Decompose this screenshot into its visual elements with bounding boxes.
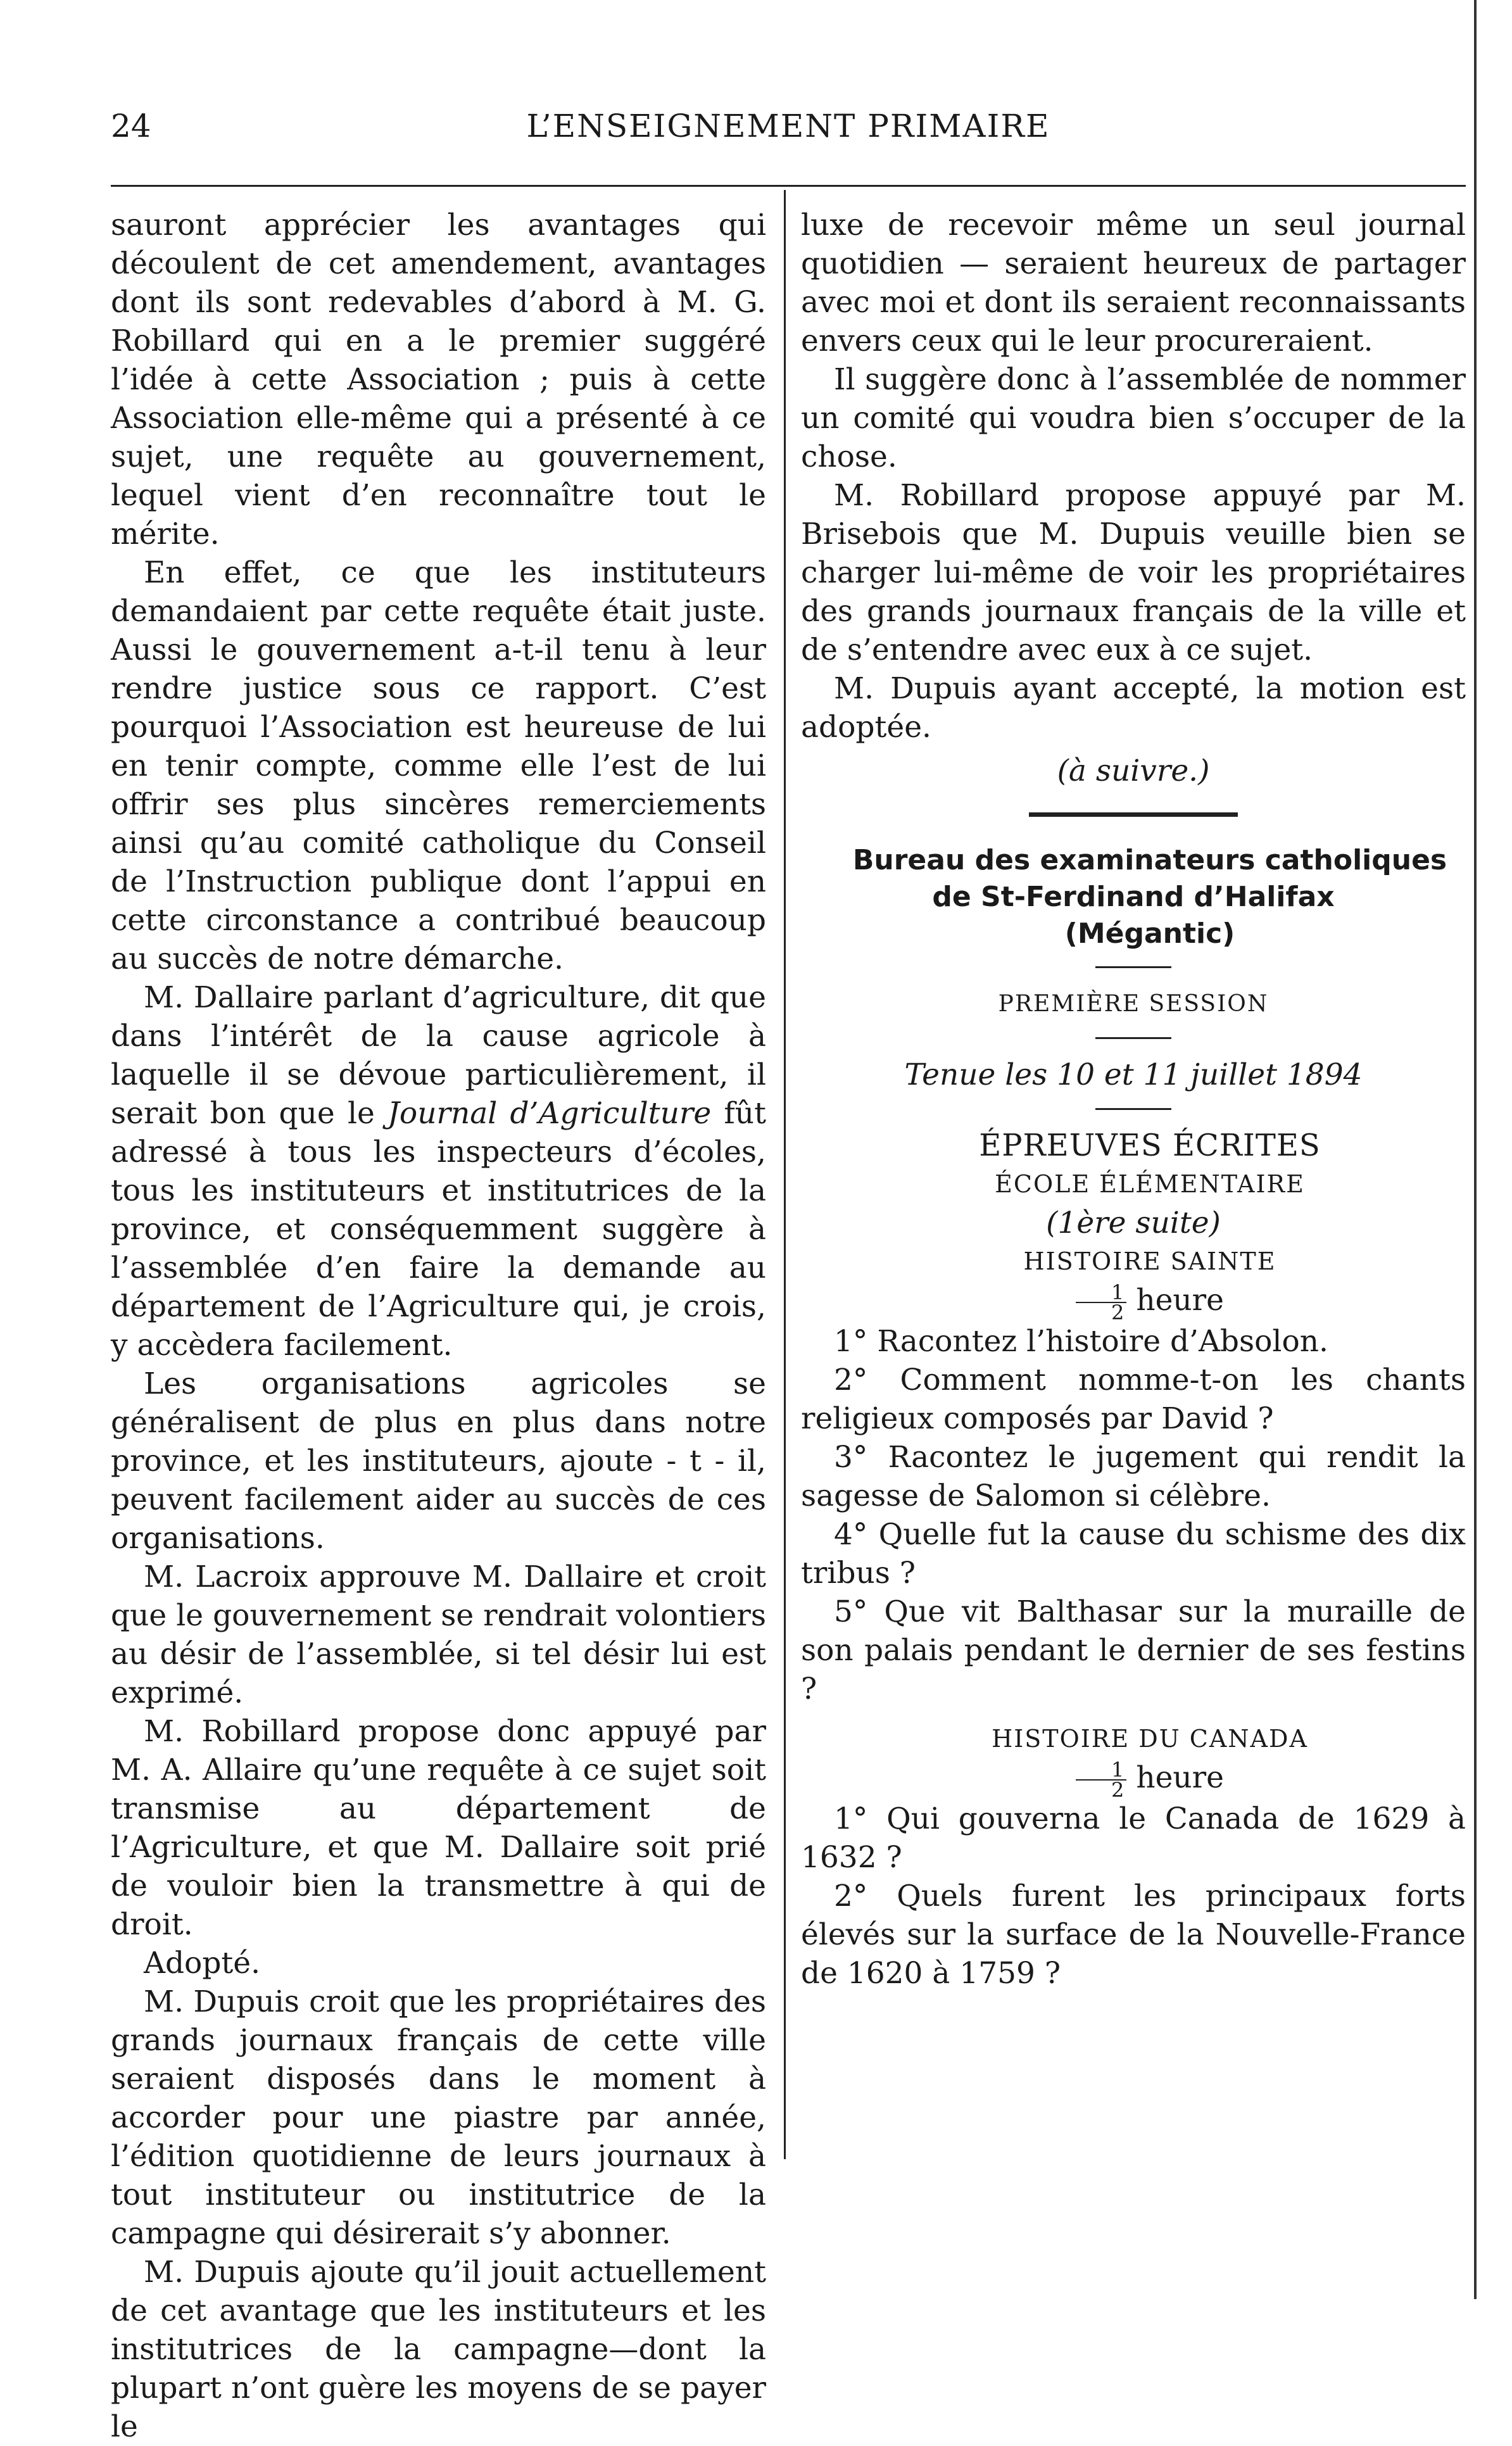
fraction [1076,1760,1126,1800]
bureau-title: Bureau des examinateurs catholiques de St-Ferdinand d’Halifax [852,844,1447,913]
question: 1° Qui gouverna le Canada de 1629 à 1632 ? [801,1801,1466,1875]
paragraph: Il suggère donc à l’assemblée de nommer un comité qui voudra bien s’occuper de la chose. [801,362,1466,474]
paragraph: Les organisations agricoles se généralisent de plus en plus dans notre province, et les instituteurs, ajoute - t - il, peuvent facilement aider au succès de ces organisations. [111,1366,766,1556]
session-dates: Tenue les 10 et 11 juillet 1894 [904,1057,1363,1092]
fraction-numerator: 1 [1076,1283,1126,1303]
exam-title: ÉPREUVES ÉCRITES [979,1128,1321,1163]
subject-title: HISTOIRE DU CANADA [992,1725,1308,1753]
header-rule [111,185,1466,187]
duration [801,1758,1466,1800]
question: 2° Quels furent les principaux forts élevés sur la surface de la Nouvelle-France de 1620 à 1759 ? [801,1879,1466,1991]
duration-unit: heure [1136,1283,1224,1318]
paragraph: En effet, ce que les instituteurs demandaient par cette requête était juste. Aussi le gouvernement a-t-il tenu à leur rendre justice sous ce rapport. C’est pourquoi l’Association est heureuse de lui en tenir compte, comme elle l’est de lui offrir ses plus sincères remerciements ainsi qu’au comité catholique du Conseil de l’Instruction publique dont l’appui en cette circonstance a contribué beaucoup au succès de notre démarche. [111,555,766,976]
left-column [111,206,766,2446]
fraction-denominator: 2 [1111,1301,1125,1325]
fraction-numerator: 1 [1076,1760,1126,1781]
running-title: L’ENSEIGNEMENT PRIMAIRE [526,108,1050,144]
subject-title: HISTOIRE SAINTE [1023,1247,1276,1275]
fraction-denominator: 2 [1111,1778,1125,1802]
paragraph: M. Robillard propose donc appuyé par M. A. Allaire qu’une requête à ce sujet soit transmise au département de l’Agriculture, et que M. Dallaire soit prié de vouloir bien la transmettre à qui de droit. [111,1714,766,1942]
paragraph: M. Robillard propose appuyé par M. Brisebois que M. Dupuis veuille bien se charger lui-même de voir les propriétaires des grands journaux français de la ville et de s’entendre avec eux à ce sujet. [801,478,1466,667]
paragraph: M. Dupuis ajoute qu’il jouit actuellement de cet avantage que les instituteurs et les institutrices de la campagne—dont la plupart n’ont guère les moyens de se payer le [111,2255,766,2444]
duration-unit: heure [1136,1760,1224,1795]
paragraph: sauront apprécier les avantages qui découlent de cet amendement, avantages dont ils sont redevables d’abord à M. G. Robillard qui en a le premier suggéré l’idée à cette Association ; puis à cette Association elle-même qui a présenté à ce sujet, une requête au gouvernement, lequel vient d’en reconnaître tout le mérite. [111,208,766,552]
paragraph: M. Lacroix approuve M. Dallaire et croit que le gouvernement se rendrait volontiers au désir de l’assemblée, si tel désir lui est exprimé. [111,1560,766,1710]
journal-title: Journal d’Agriculture [387,1096,712,1131]
paragraph-text: M. Dallaire parlant d’agriculture, dit que dans l’intérêt de la cause agricole à laquelle il se dévoue particulièrement, il serait bon que le [111,980,766,1131]
page-number: 24 [111,108,151,144]
question: 1° Racontez l’histoire d’Absolon. [834,1324,1328,1359]
question: 5° Que vit Balthasar sur la muraille de son palais pendant le dernier de ses festins ? [801,1594,1466,1706]
fraction [1076,1280,1126,1325]
duration [801,1280,1466,1325]
spacer [801,1708,1466,1720]
page-edge-line [1474,0,1477,2299]
question: 4° Quelle fut la cause du schisme des dix tribus ? [801,1517,1466,1591]
school-level: ÉCOLE ÉLÉMENTAIRE [995,1170,1305,1198]
right-column [801,206,1466,1993]
paragraph: Adopté. [144,1946,261,1981]
bureau-subtitle: (Mégantic) [1064,917,1235,950]
divider [1095,1108,1171,1110]
paragraph-text: fût adressé à tous les inspecteurs d’écoles, tous les instituteurs et institutrices de la province, et conséquemment suggère à l’assemblée d’en faire la demande au département de l’Agriculture qui, je crois, y accèdera facilement. [111,1096,766,1363]
suite-label: (1ère suite) [1046,1206,1221,1240]
ornamental-divider [1029,812,1238,817]
to-be-continued: (à suivre.) [1057,753,1210,788]
question-list [801,1800,1466,1993]
divider [1095,966,1171,968]
question: 2° Comment nomme-t-on les chants religieux composés par David ? [801,1363,1466,1436]
paragraph: luxe de recevoir même un seul journal quotidien — seraient heureux de partager avec moi et dont ils seraient reconnaissants envers ceux qui le leur procureraient. [801,208,1466,358]
question: 3° Racontez le jugement qui rendit la sagesse de Salomon si célèbre. [801,1440,1466,1513]
paragraph: M. Dupuis croit que les propriétaires des grands journaux français de cette ville seraient disposés dans le moment à accorder pour une piastre par année, l’édition quotidienne de leurs journaux à tout instituteur ou institutrice de la campagne qui désirerait s’y abonner. [111,1984,766,2251]
question-list [801,1322,1466,1708]
column-divider [784,190,786,2159]
paragraph [111,978,766,1365]
session-heading: PREMIÈRE SESSION [998,991,1269,1017]
paragraph: M. Dupuis ayant accepté, la motion est adoptée. [801,671,1466,745]
divider [1095,1037,1171,1039]
page-header [111,108,1466,152]
